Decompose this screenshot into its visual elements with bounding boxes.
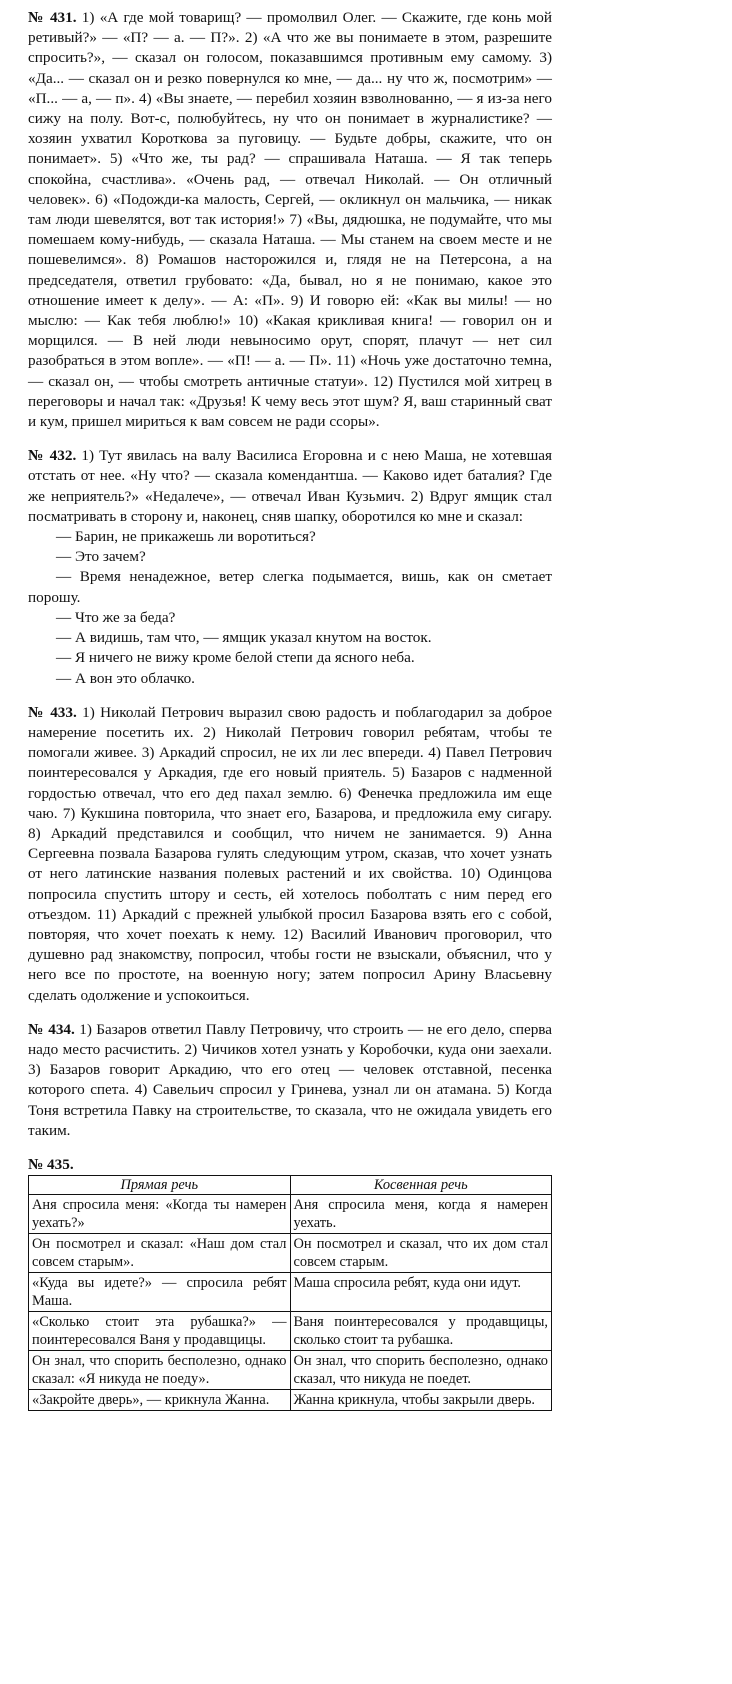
exercise-433	[28, 703, 552, 1006]
exercise-paragraph	[28, 8, 552, 432]
direct-speech-cell: Аня спросила меня: «Когда ты намерен уехать?»	[29, 1195, 291, 1234]
exercise-text: 1) Тут явилась на валу Василиса Егоровна и с нею Маша, не хотевшая отстать от нее. «Ну что? — сказала комендантша. — Каково идет баталия? Где же неприятель?» «Недалече», — отвечал Иван Кузьмич. 2) Вдруг ямщик стал посматривать в сторону и, наконец, сняв шапку, оборотился ко мне и сказал:	[28, 447, 553, 525]
indirect-speech-cell: Маша спросила ребят, куда они идут.	[290, 1273, 552, 1312]
speech-table	[28, 1175, 552, 1411]
exercise-number: № 433.	[28, 703, 77, 721]
exercise-paragraph	[28, 703, 552, 1006]
page	[28, 8, 552, 1425]
exercise-paragraph	[28, 1020, 552, 1141]
indirect-speech-cell: Аня спросила меня, когда я намерен уехать.	[290, 1195, 552, 1234]
indirect-speech-cell: Он знал, что спорить бесполезно, однако сказал, что никуда не поедет.	[290, 1351, 552, 1390]
table-row	[29, 1312, 552, 1351]
indirect-speech-cell: Ваня поинтересовался у продавщицы, сколько стоит та рубашка.	[290, 1312, 552, 1351]
table-row	[29, 1195, 552, 1234]
column-header-direct: Прямая речь	[29, 1176, 291, 1195]
exercise-text: 1) «А где мой товарищ? — промолвил Олег. — Скажите, где конь мой ретивый?» — «П? — а. — П?». 2) «А что же вы понимаете в этом, разрешите спросить?», — сказал он голосом, показавшимся противным ему самому. 3) «Да... — сказал он и резко повернулся ко мне, — да... ну что ж, посмотрим» — «П... — а, — п». 4) «Вы знаете, — перебил хозяин взволнованно, — я из-за него сижу на полу. Вот-с, полюбуйтесь, ну что он понимает в журналистике? — хозяин ухватил Короткова за пуговицу. — Будьте добры, скажите, что он понимает». 5) «Что же, ты рад? — спрашивала Наташа. — Я так теперь спокойна, счастлива». «Очень рад, — отвечал Николай. — Он отличный человек». 6) «Подожди-ка малость, Сергей, — окликнул он мальчика, — никак там люди шевелятся, вот так история!» 7) «Вы, дядюшка, не подумайте, что мы помешаем кому-нибудь, — сказала Наташа. — Мы станем на своем месте и не пошевелимся». 8) Ромашов насторожился и, глядя не на Петерсона, а на председателя, ответил грубовато: «Да, бывал, но я не понимаю, какое это отношение имеет к делу». — А: «П». 9) И говорю ей: «Как вы милы! — но мыслю: — Как тебя люблю!» 10) «Какая крикливая книга! — говорил он и морщился. — В ней люди невыносимо орут, спорят, плачут — нет сил разобраться в этом вопле». — «П! — а. — П». 11) «Ночь уже достаточно темна, — сказал он, — чтобы смотреть античные статуи». 12) Пустился мой хитрец в переговоры и начал так: «Друзья! К чему весь этот шум? Я, ваш старинный сват и кум, пришел мириться к вам совсем не ради ссоры».	[28, 9, 552, 431]
dialog-line: — Это зачем?	[56, 548, 146, 566]
exercise-431	[28, 8, 552, 432]
table-row	[29, 1273, 552, 1312]
exercise-text: 1) Базаров ответил Павлу Петровичу, что строить — не его дело, сперва надо место расчистить. 2) Чичиков хотел узнать у Коробочки, куда они заехали. 3) Базаров говорит Аркадию, что его отец — человек отставной, песенка которого спета. 4) Савельич спросил у Гринева, узнал ли он атамана. 5) Когда Тоня встретила Павку на строительстве, то сказала, что не ожидала увидеть его таким.	[28, 1020, 552, 1139]
direct-speech-cell: Он знал, что спорить бесполезно, однако сказал: «Я никуда не поеду».	[29, 1351, 291, 1390]
exercise-435	[28, 1155, 552, 1411]
dialog-line: — Я ничего не вижу кроме белой степи да ясного неба.	[56, 649, 415, 667]
exercise-number: № 434.	[28, 1020, 75, 1038]
exercise-434	[28, 1020, 552, 1141]
table-row	[29, 1234, 552, 1273]
dialog-line: — А вон это облачко.	[56, 669, 195, 687]
dialog-line: — Время ненадежное, ветер слегка подымается, вишь, как он сметает порошу.	[28, 568, 552, 606]
direct-speech-cell: Он посмотрел и сказал: «Наш дом стал совсем старым».	[29, 1234, 291, 1273]
column-header-indirect: Косвенная речь	[290, 1176, 552, 1195]
table-row	[29, 1390, 552, 1411]
table-row	[29, 1351, 552, 1390]
dialog-line: — Что же за беда?	[56, 608, 176, 626]
dialog-line: — А видишь, там что, — ямщик указал кнутом на восток.	[56, 629, 432, 647]
exercise-text: 1) Николай Петрович выразил свою радость и поблагодарил за доброе намерение посетить их. 2) Николай Петрович говорил ребятам, чтобы те помогали живее. 3) Аркадий спросил, не их ли лес впереди. 4) Павел Петрович поинтересовался у Аркадия, где его новый приятель. 5) Базаров с надменной гордостью отвечал, что его дед пахал землю. 6) Фенечка предложила им еще чаю. 7) Кукшина повторила, что знает его, Базарова, и предложила ему сигару. 8) Аркадий представился и сообщил, что ничем не занимается. 9) Анна Сергеевна позвала Базарова гулять следующим утром, сказав, что хочет узнать от него латинские названия полевых растений и их свойства. 10) Одинцова попросила спустить штору и сесть, ей хотелось поболтать с ним перед его отъездом. 11) Аркадий с прежней улыбкой просил Базарова взять его с собой, повторяя, что хочет поехать к нему. 12) Василий Иванович проговорил, что душевно рад знакомству, попросил, чтобы гости не взыскали, объяснил, что у него все по простоте, на военную ногу; затем попросил Арину Власьевну сделать одолжение и успокоиться.	[28, 703, 552, 1004]
exercise-number: № 435.	[28, 1155, 74, 1173]
direct-speech-cell: «Сколько стоит эта рубашка?» — поинтересовался Ваня у продавщицы.	[29, 1312, 291, 1351]
exercise-number: № 432.	[28, 447, 77, 465]
exercise-paragraph	[28, 446, 552, 527]
indirect-speech-cell: Жанна крикнула, чтобы закрыли дверь.	[290, 1390, 552, 1411]
direct-speech-cell: «Куда вы идете?» — спросила ребят Маша.	[29, 1273, 291, 1312]
indirect-speech-cell: Он посмотрел и сказал, что их дом стал совсем старым.	[290, 1234, 552, 1273]
direct-speech-cell: «Закройте дверь», — крикнула Жанна.	[29, 1390, 291, 1411]
exercise-number: № 431.	[28, 9, 77, 26]
dialog-line: — Барин, не прикажешь ли воротиться?	[56, 528, 316, 546]
table-header-row	[29, 1176, 552, 1195]
exercise-432	[28, 446, 552, 688]
